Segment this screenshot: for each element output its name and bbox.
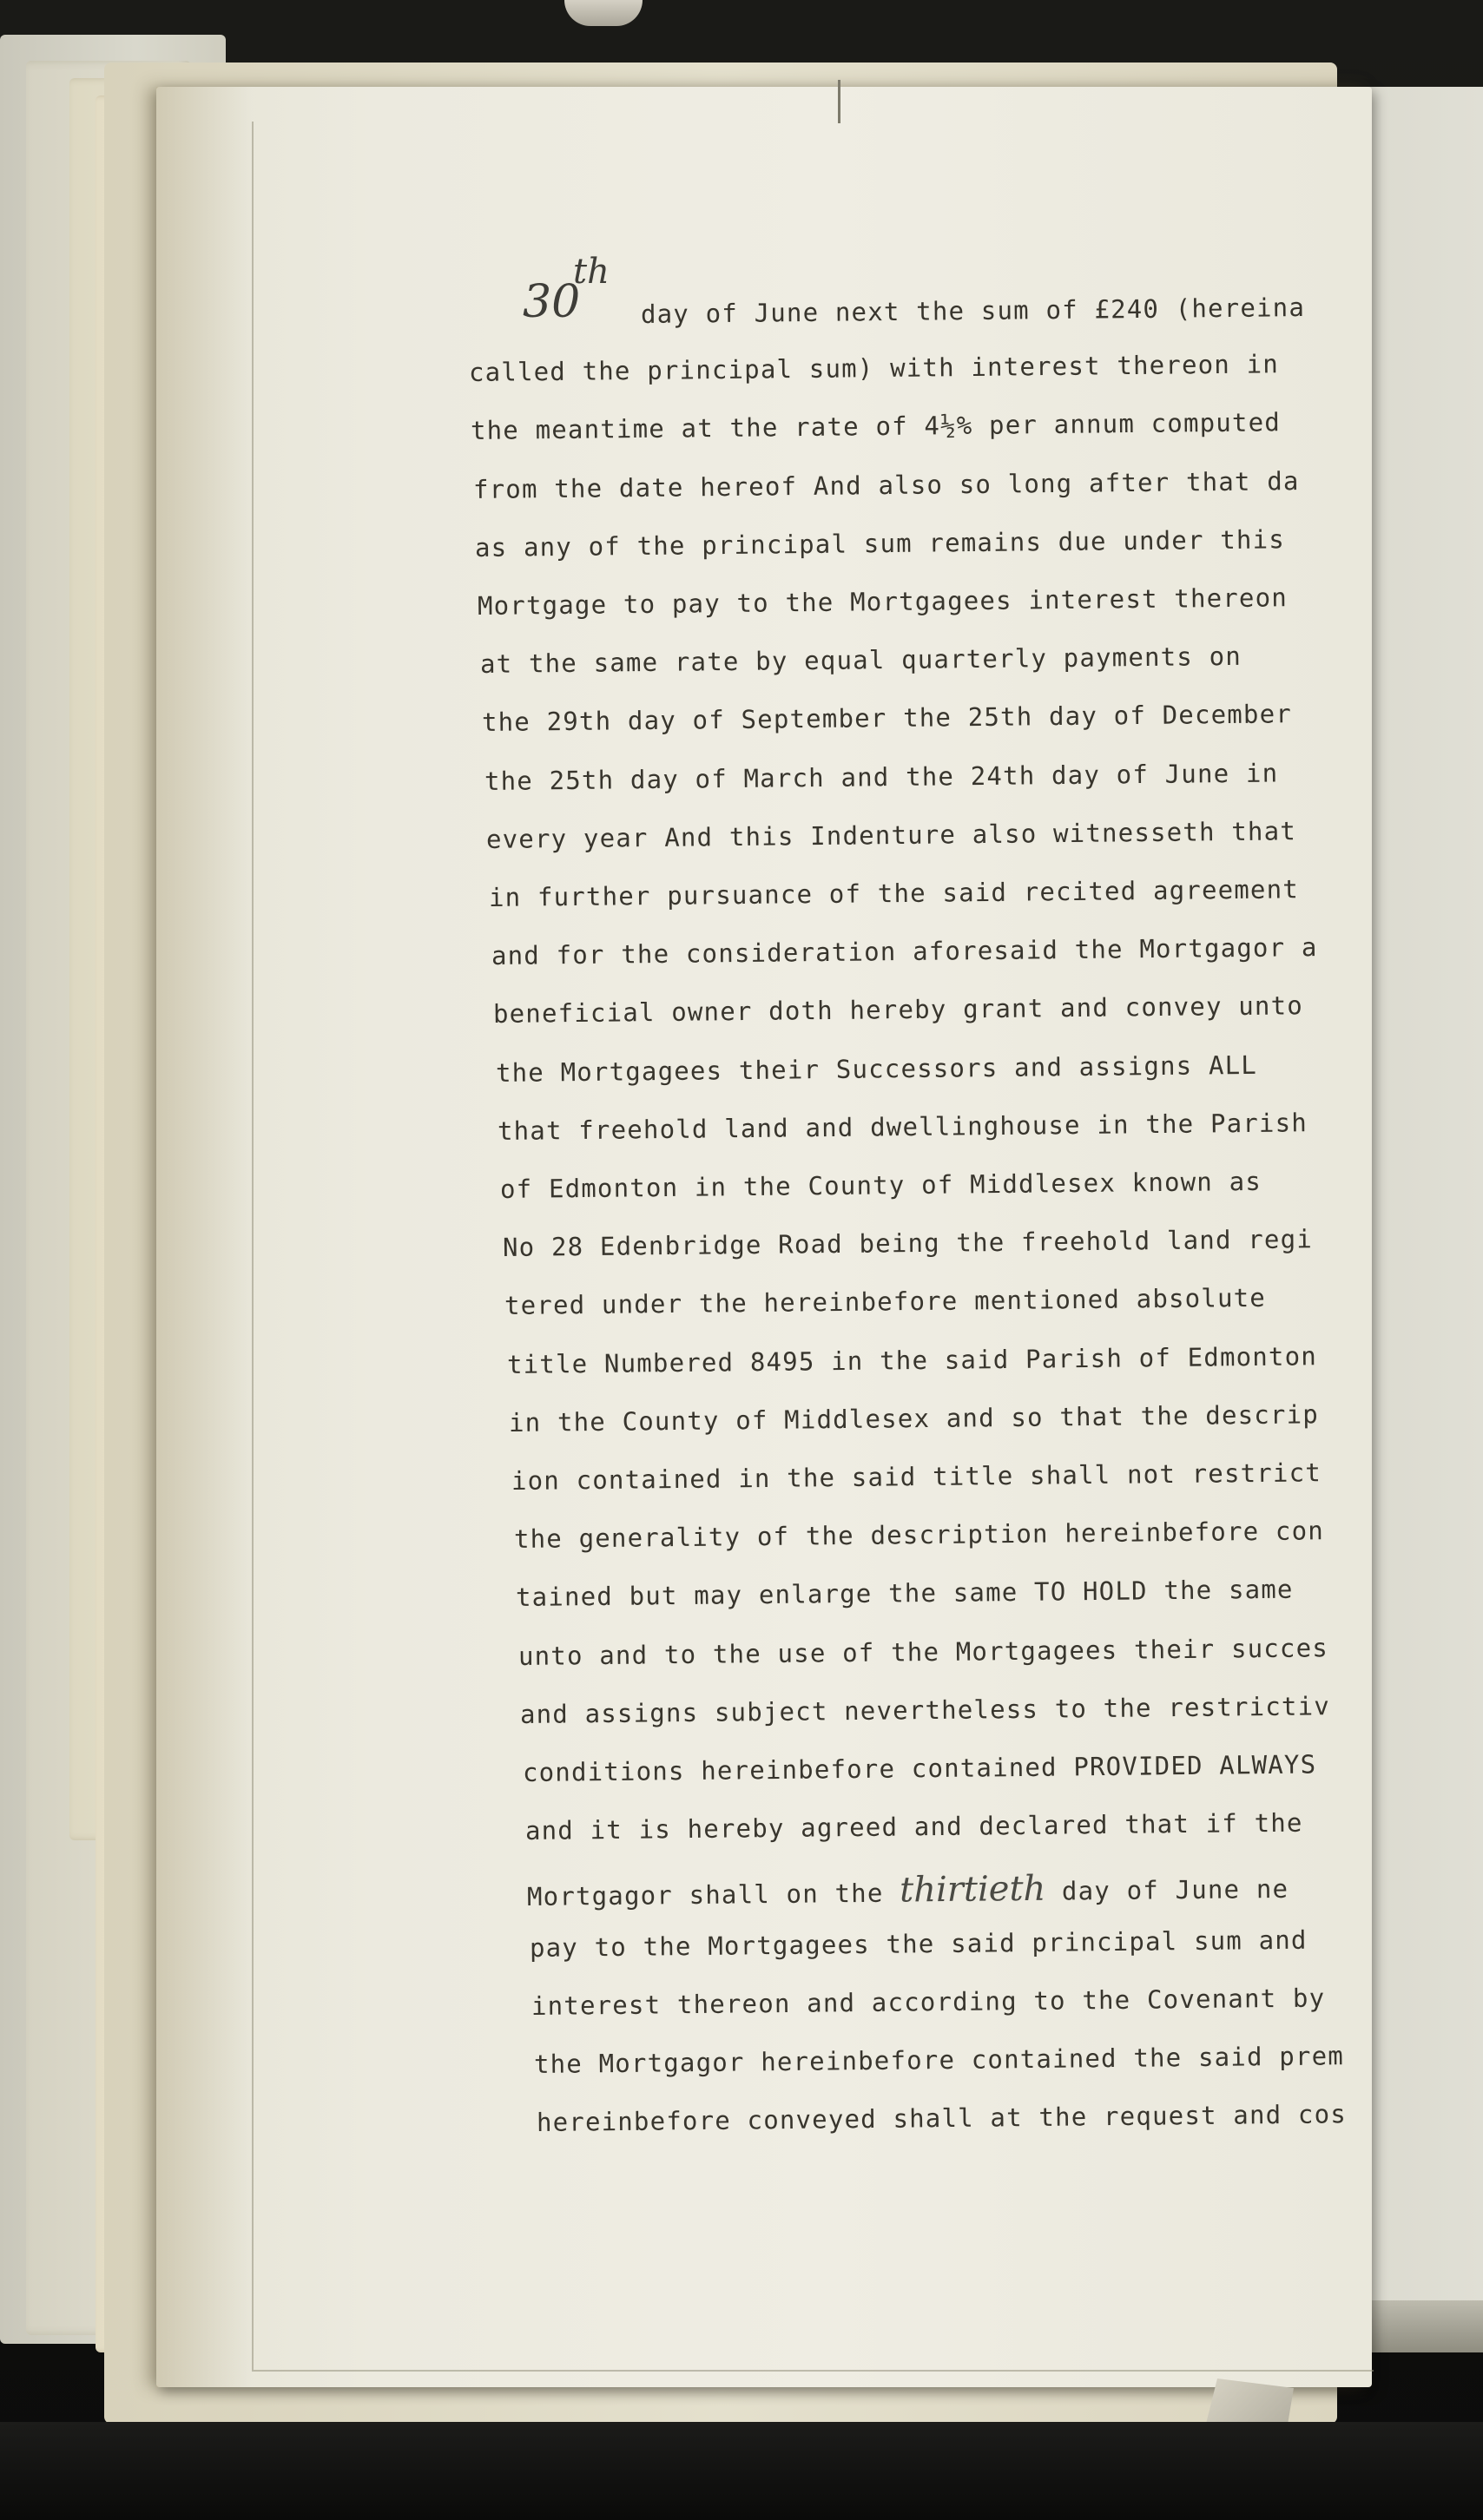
line-text: the generality of the description hereinbefore con	[513, 1516, 1324, 1555]
line-text: and for the consideration aforesaid the Mortgagor a	[491, 932, 1318, 971]
line-text: pay to the Mortgagees the said principal sum and	[529, 1925, 1308, 1963]
binding-notch	[838, 80, 840, 123]
line-text: conditions hereinbefore contained PROVIDED ALWAYS	[522, 1749, 1317, 1787]
handwritten-date: 30	[523, 276, 581, 328]
line-text: title Numbered 8495 in the said Parish of Edmonton	[506, 1340, 1317, 1379]
line-text: and it is hereby agreed and declared that if the	[524, 1807, 1303, 1846]
line-text: every year And this Indenture also witnesseth that	[486, 816, 1297, 854]
line-text: No 28 Edenbridge Road being the freehold land regi	[502, 1224, 1313, 1263]
line-text-continued: day of June ne	[1045, 1874, 1289, 1907]
line-text: of Edmonton in the County of Middlesex known as	[499, 1166, 1262, 1204]
binding-tab	[564, 0, 643, 26]
line-text: the Mortgagor hereinbefore contained the said prem	[533, 2041, 1345, 2079]
line-text: from the date hereof And also so long after that da	[472, 465, 1300, 504]
line-text: ion contained in the said title shall not restrict	[511, 1457, 1322, 1496]
desk-surface	[0, 2422, 1483, 2520]
line-text: called the principal sum) with interest thereon in	[468, 349, 1279, 388]
line-text: that freehold land and dwellinghouse in the Parish	[498, 1108, 1308, 1146]
line-text: in the County of Middlesex and so that the descrip	[509, 1399, 1320, 1438]
line-text: tained but may enlarge the same TO HOLD the same	[516, 1575, 1294, 1613]
line-text: the 25th day of March and the 24th day of June in	[484, 758, 1279, 796]
line-text: the Mortgagees their Successors and assigns ALL	[495, 1049, 1257, 1088]
text-line	[527, 1866, 1289, 1914]
line-text: in further pursuance of the said recited agreement	[488, 874, 1300, 912]
line-text: beneficial owner doth hereby grant and convey unto	[493, 990, 1304, 1030]
line-text: tered under the hereinbefore mentioned absolute	[504, 1283, 1267, 1321]
line-text: hereinbefore conveyed shall at the request and cos	[536, 2099, 1347, 2138]
line-text: as any of the principal sum remains due under this	[475, 524, 1286, 563]
line-text: day of June next the sum of £240 (hereina	[640, 292, 1306, 329]
line-text: the 29th day of September the 25th day of December	[482, 699, 1293, 738]
line-text: at the same rate by equal quarterly payments on	[479, 642, 1242, 680]
handwritten-date-suffix: th	[573, 252, 610, 292]
line-text: Mortgagor shall on the	[527, 1878, 900, 1912]
line-text: interest thereon and according to the Covenant by	[531, 1983, 1326, 2021]
line-text: unto and to the use of the Mortgagees their succes	[517, 1632, 1328, 1671]
handwritten-insert: thirtieth	[900, 1869, 1046, 1911]
line-text: and assigns subject nevertheless to the restrictiv	[520, 1691, 1331, 1729]
line-text: the meantime at the rate of 4½% per annum computed	[471, 407, 1282, 446]
line-text: Mortgage to pay to the Mortgagees interest thereon	[477, 582, 1289, 621]
